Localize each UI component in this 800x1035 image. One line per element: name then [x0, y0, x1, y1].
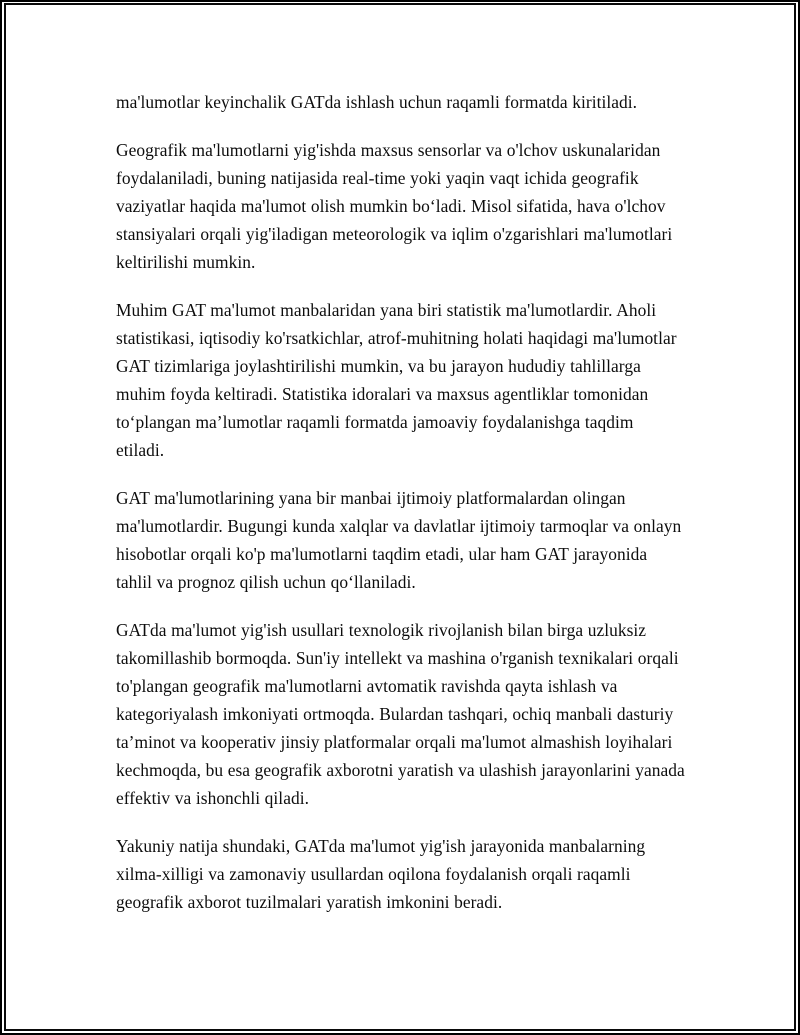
paragraph: Muhim GAT ma'lumot manbalaridan yana biri statistik ma'lumotlardir. Aholi statistikasi, iqtisodiy ko'rsatkichlar, atrof-muhitning holati haqidagi ma'lumotlar GAT tizimlariga joylashtirilishi mumkin, va bu jarayon hududiy tahlillarga muhim foyda keltiradi. Statistika idoralari va maxsus agentliklar tomonidan to‘plangan ma’lumotlar raqamli formatda jamoaviy foydalanishga taqdim etiladi. [116, 300, 677, 460]
document-content-area [2, 2, 798, 1033]
paragraph: Yakuniy natija shundaki, GATda ma'lumot yig'ish jarayonida manbalarning xilma-xilligi va zamonaviy usullardan oqilona foydalanish orqali raqamli geografik axborot tuzilmalari yaratish imkonini beradi. [116, 836, 646, 912]
paragraph: GATda ma'lumot yig'ish usullari texnologik rivojlanish bilan birga uzluksiz takomillashib bormoqda. Sun'iy intellekt va mashina o'rganish texnikalari orqali to'plangan geografik ma'lumotlarni avtomatik ravishda qayta ishlash va kategoriyalash imkoniyati ortmoqda. Bulardan tashqari, ochiq manbali dasturiy ta’minot va kooperativ jinsiy platformalar orqali ma'lumot almashish loyihalari kechmoqda, bu esa geografik axborotni yaratish va ulashish jarayonlarini yanada effektiv va ishonchli qiladi. [116, 620, 685, 808]
document-body-text [116, 88, 686, 916]
paragraph: ma'lumotlar keyinchalik GATda ishlash uchun raqamli formatda kiritiladi. [116, 92, 638, 112]
paragraph: Geografik ma'lumotlarni yig'ishda maxsus sensorlar va o'lchov uskunalaridan foydalaniladi, buning natijasida real-time yoki yaqin vaqt ichida geografik vaziyatlar haqida ma'lumot olish mumkin bo‘ladi. Misol sifatida, hava o'lchov stansiyalari orqali yig'iladigan meteorologik va iqlim o'zgarishlari ma'lumotlari keltirilishi mumkin. [116, 140, 673, 272]
paragraph: GAT ma'lumotlarining yana bir manbai ijtimoiy platformalardan olingan ma'lumotlardir. Bugungi kunda xalqlar va davlatlar ijtimoiy tarmoqlar va onlayn hisobotlar orqali ko'p ma'lumotlarni taqdim etadi, ular ham GAT jarayonida tahlil va prognoz qilish uchun qo‘llaniladi. [116, 488, 682, 592]
